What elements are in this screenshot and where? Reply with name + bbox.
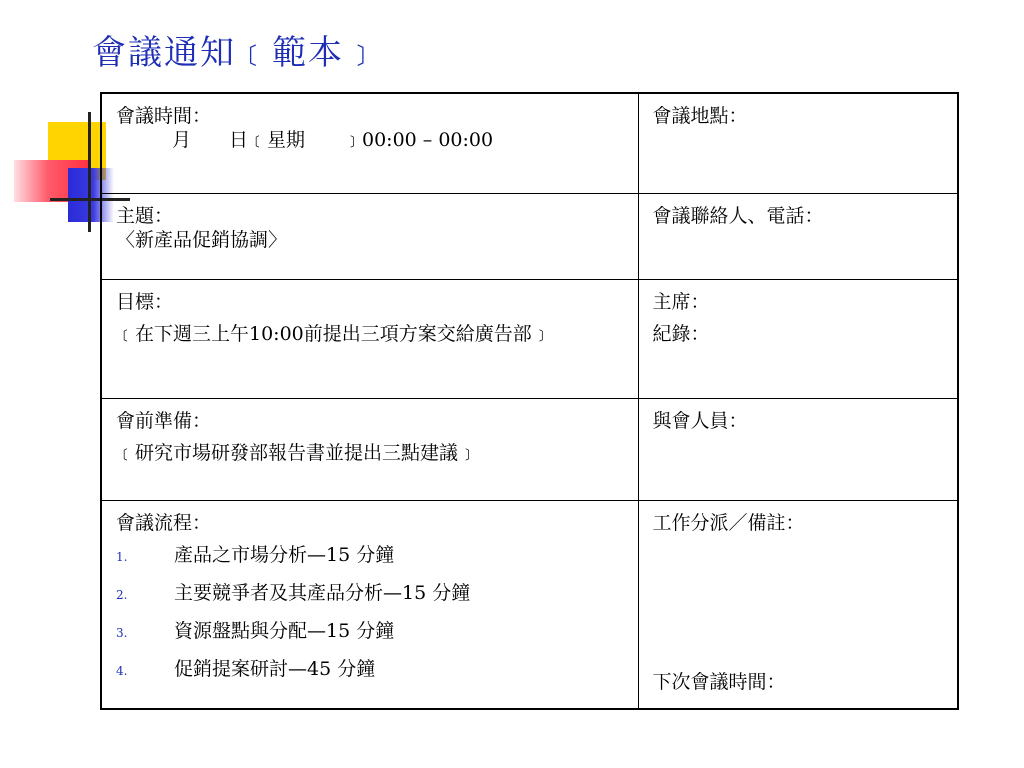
chair-recorder-cell: [638, 279, 958, 398]
list-item: [116, 581, 626, 619]
preparation-cell: [101, 398, 638, 500]
assignment-label: 工作分派／備註：: [652, 511, 805, 534]
list-item: [116, 543, 626, 581]
contact-label: 會議聯絡人、電話：: [652, 204, 824, 227]
preparation-value: ﹝研究市場研發部報告書並提出三點建議﹞: [116, 441, 478, 464]
process-item-number: 2.: [116, 587, 128, 602]
table-row: [101, 398, 958, 500]
attendees-label: 與會人員：: [652, 409, 748, 432]
assignment-cell: [638, 500, 958, 709]
process-label: 會議流程：: [116, 511, 212, 534]
meeting-location-label: 會議地點：: [652, 105, 748, 127]
topic-value: 〈新產品促銷協調〉: [116, 228, 288, 251]
process-item-text: 促銷提案研討—45 分鐘: [174, 657, 376, 680]
process-item-number: 1.: [116, 549, 128, 564]
meeting-location-cell: [638, 93, 958, 193]
goal-label: 目標：: [116, 290, 174, 313]
chair-label: 主席：: [652, 290, 710, 313]
table-row: [101, 193, 958, 279]
list-item: [116, 657, 626, 695]
meeting-time-cell: [101, 93, 638, 193]
process-item-text: 產品之市場分析—15 分鐘: [174, 543, 395, 566]
next-meeting-label: 下次會議時間：: [652, 671, 786, 693]
topic-label: 主題：: [116, 204, 174, 227]
process-cell: [101, 500, 638, 709]
preparation-label: 會前準備：: [116, 409, 212, 432]
table-row: [101, 93, 958, 193]
topic-cell: [101, 193, 638, 279]
meeting-notice-table: [100, 92, 959, 710]
process-item-number: 3.: [116, 625, 128, 640]
meeting-time-label: 會議時間：: [116, 105, 212, 127]
decorative-vertical-line: [88, 112, 91, 232]
process-item-text: 資源盤點與分配—15 分鐘: [174, 619, 395, 642]
slide-title: 會議通知﹝範本﹞: [92, 33, 380, 73]
process-item-text: 主要競爭者及其產品分析—15 分鐘: [174, 581, 471, 604]
list-item: [116, 619, 626, 657]
table-row: [101, 500, 958, 709]
process-item-number: 4.: [116, 663, 128, 678]
attendees-cell: [638, 398, 958, 500]
table-row: [101, 279, 958, 398]
assignment-stack: [653, 511, 946, 701]
recorder-label: 紀錄：: [652, 322, 710, 345]
goal-value: ﹝在下週三上午10:00前提出三項方案交給廣告部﹞: [116, 322, 551, 345]
goal-cell: [101, 279, 638, 398]
meeting-time-value: 月 日﹝星期 ﹞00:00 – 00:00: [172, 129, 494, 151]
contact-cell: [638, 193, 958, 279]
process-list: [116, 543, 626, 695]
